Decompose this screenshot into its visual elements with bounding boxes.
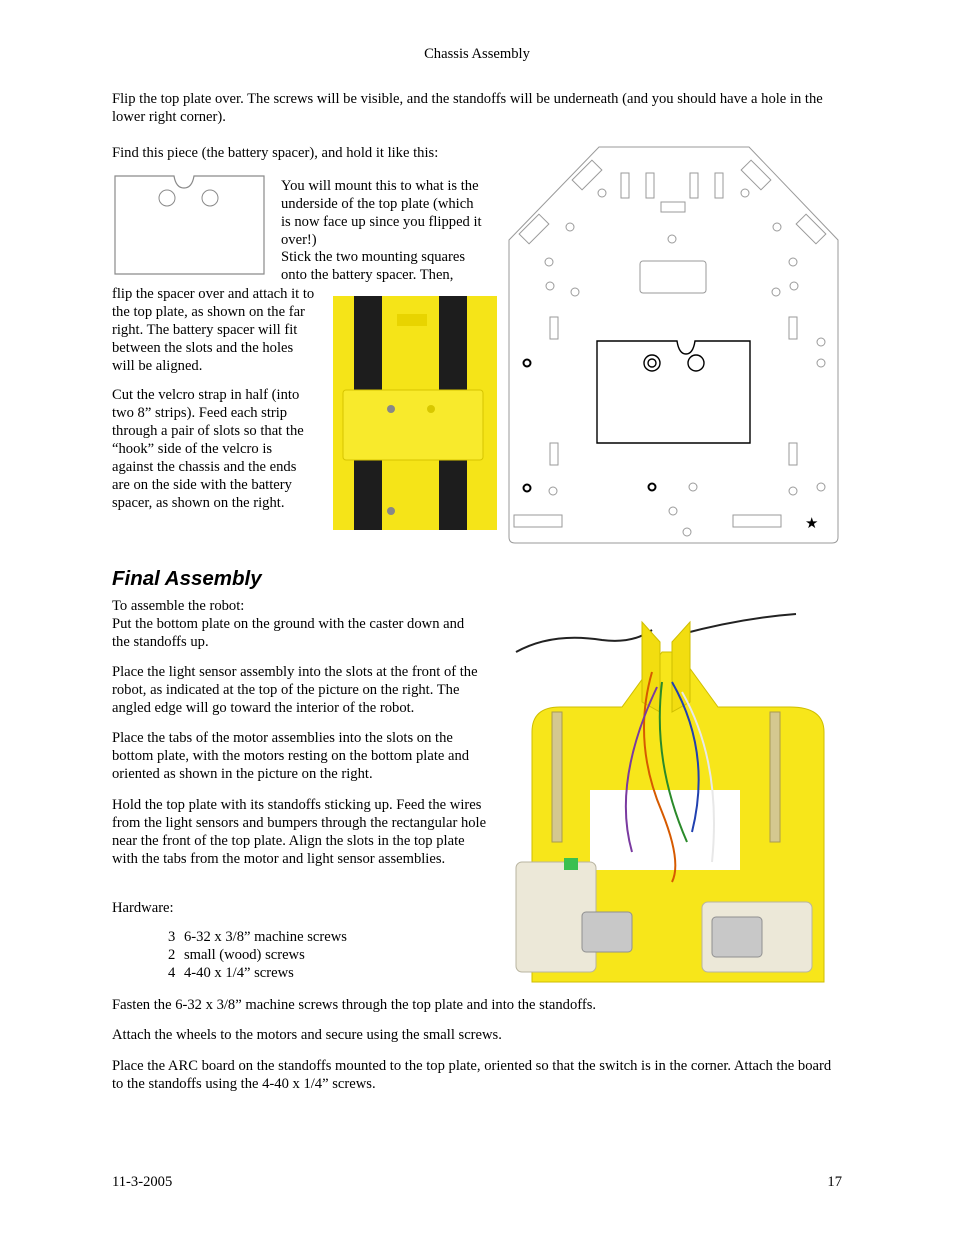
hardware-item: 2 small (wood) screws [168, 947, 305, 963]
motor-assemblies-paragraph: Place the tabs of the motor assemblies into the slots on the bottom plate, with the motors resting on the bottom plate and oriented as shown in the picture on the right. [112, 730, 470, 782]
hardware-item: 3 6-32 x 3/8” machine screws [168, 929, 347, 945]
final-assembly-heading: Final Assembly [112, 567, 262, 590]
motor-right [712, 917, 762, 957]
battery-spacer [343, 390, 483, 460]
robot-assembly-photo [512, 612, 827, 996]
footer-date: 11-3-2005 [112, 1174, 173, 1190]
find-spacer-paragraph: Find this piece (the battery spacer), and hold it like this: [112, 145, 439, 161]
plate-screw [387, 507, 395, 515]
light-sensor-paragraph: Place the light sensor assembly into the slots at the front of the robot, as indicated at the top of the picture on the right. The angled edge will go toward the interior of the robot. [112, 664, 478, 716]
hardware-list [168, 928, 347, 982]
spacer-outline [115, 176, 264, 274]
photo-left-edge [327, 296, 333, 530]
spacer-screw [387, 405, 395, 413]
velcro-strap-photo [327, 296, 497, 530]
stick-squares-paragraph: Stick the two mounting squares onto the battery spacer. Then, [281, 249, 466, 283]
flip-spacer-paragraph: flip the spacer over and attach it to the top plate, as shown on the far right. The battery spacer will fit between the slots and the holes will be aligned. [112, 286, 315, 374]
corner-hole-marker: ★ [805, 514, 819, 532]
chassis-opening [590, 790, 740, 870]
mount-paragraph: You will mount this to what is the underside of the top plate (which is now face up since you flipped it over!) [281, 178, 482, 248]
page-header: Chassis Assembly [424, 46, 530, 62]
flip-plate-paragraph: Flip the top plate over. The screws will be visible, and the standoffs will be underneath (and you should have a hole in the lower right corner). [112, 91, 823, 125]
hardware-item: 4 4-40 x 1/4” screws [168, 965, 294, 981]
top-plate-paragraph: Hold the top plate with its standoffs sticking up. Feed the wires from the light sensors and bumpers through the rectangular hole near the front of the top plate. Align the slots in the top plate with the tabs from the motor and light sensor assemblies. [112, 797, 487, 867]
spacer-hole [427, 405, 435, 413]
motor-left [582, 912, 632, 952]
page-number: 17 [827, 1174, 842, 1190]
top-plate-diagram [507, 145, 841, 546]
battery-spacer-illustration [112, 174, 268, 278]
bumper-switch [564, 858, 578, 870]
standoff-left [552, 712, 562, 842]
battery-spacer-outline [597, 341, 750, 443]
bottom-plate-paragraph: Put the bottom plate on the ground with the caster down and the standoffs up. [112, 616, 465, 650]
hardware-label: Hardware: [112, 900, 174, 916]
fasten-screws-paragraph: Fasten the 6-32 x 3/8” machine screws through the top plate and into the standoffs. [112, 997, 597, 1013]
attach-wheels-paragraph: Attach the wheels to the motors and secure using the small screws. [112, 1027, 502, 1043]
standoff-right [770, 712, 780, 842]
slot-top [397, 314, 427, 326]
assemble-intro-line: To assemble the robot: [112, 598, 245, 614]
velcro-paragraph: Cut the velcro strap in half (into two 8” strips). Feed each strip through a pair of slots so that the “hook” side of the velcro is against the chassis and the ends are on the side with the battery spacer, as shown on the right. [112, 387, 304, 511]
arc-board-paragraph: Place the ARC board on the standoffs mounted to the top plate, oriented so that the switch is in the corner. Attach the board to the standoffs using the 4-40 x 1/4” screws. [112, 1058, 832, 1092]
